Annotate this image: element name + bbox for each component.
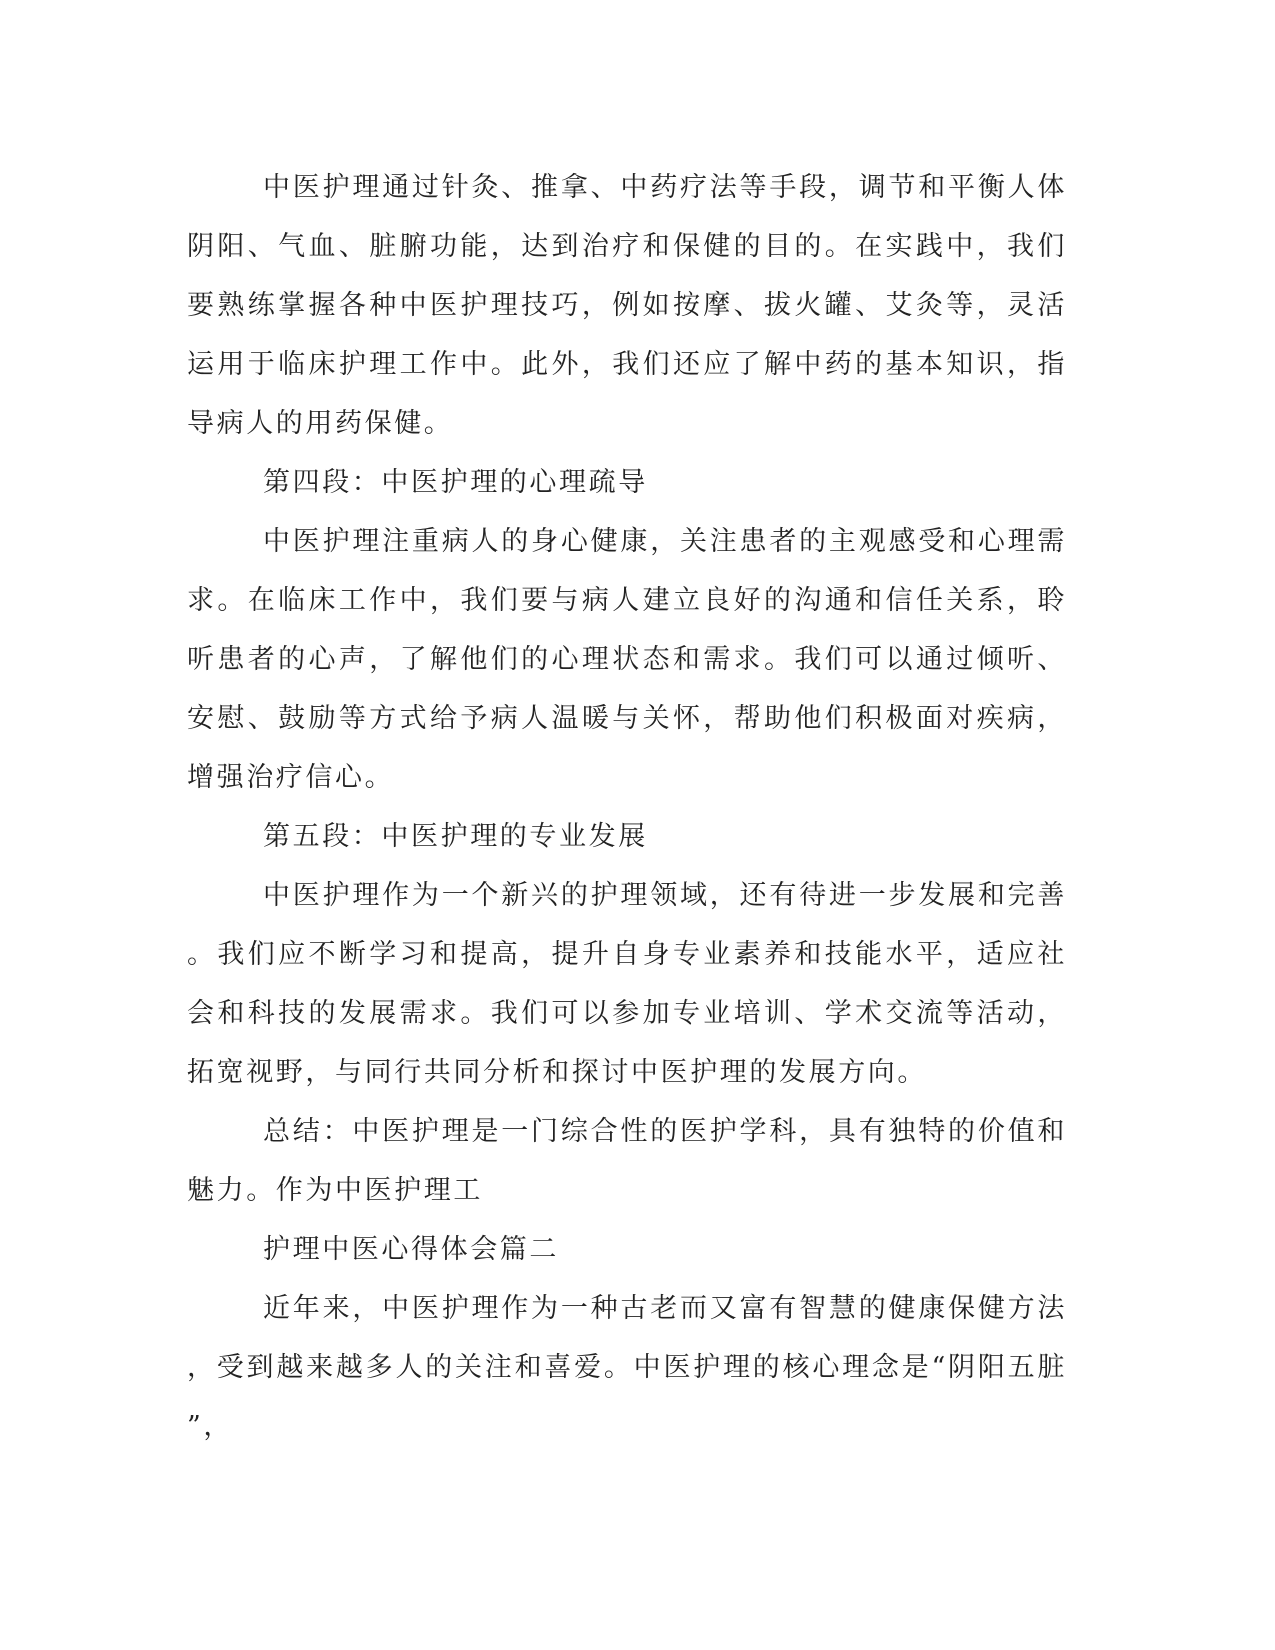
paragraph-psychological-care: 中医护理注重病人的身心健康，关注患者的主观感受和心理需求。在临床工作中，我们要与病人建立良好的沟通和信任关系，聆听患者的心声，了解他们的心理状态和需求。我们可以通过倾听、安慰、鼓励等方式给予病人温暖与关怀，帮助他们积极面对疾病，增强治疗信心。: [187, 526, 1067, 793]
document-body: [187, 158, 1067, 1456]
section-heading-4: 第四段：中医护理的心理疏导: [263, 467, 648, 498]
paragraph-summary: 总结：中医护理是一门综合性的医护学科，具有独特的价值和魅力。作为中医护理工: [187, 1116, 1067, 1206]
paragraph-professional-development: 中医护理作为一个新兴的护理领域，还有待进一步发展和完善。我们应不断学习和提高，提升自身专业素养和技能水平，适应社会和科技的发展需求。我们可以参加专业培训、学术交流等活动，拓宽视野，与同行共同分析和探讨中医护理的发展方向。: [187, 880, 1067, 1088]
paragraph-intro-part-2: 近年来，中医护理作为一种古老而又富有智慧的健康保健方法，受到越来越多人的关注和喜爱。中医护理的核心理念是“阴阳五脏”，: [187, 1293, 1067, 1442]
paragraph-tcm-techniques: 中医护理通过针灸、推拿、中药疗法等手段，调节和平衡人体阴阳、气血、脏腑功能，达到治疗和保健的目的。在实践中，我们要熟练掌握各种中医护理技巧，例如按摩、拔火罐、艾灸等，灵活运用于临床护理工作中。此外，我们还应了解中药的基本知识，指导病人的用药保健。: [187, 172, 1067, 439]
article-title-part-2: 护理中医心得体会篇二: [263, 1234, 559, 1265]
section-heading-5: 第五段：中医护理的专业发展: [263, 821, 648, 852]
